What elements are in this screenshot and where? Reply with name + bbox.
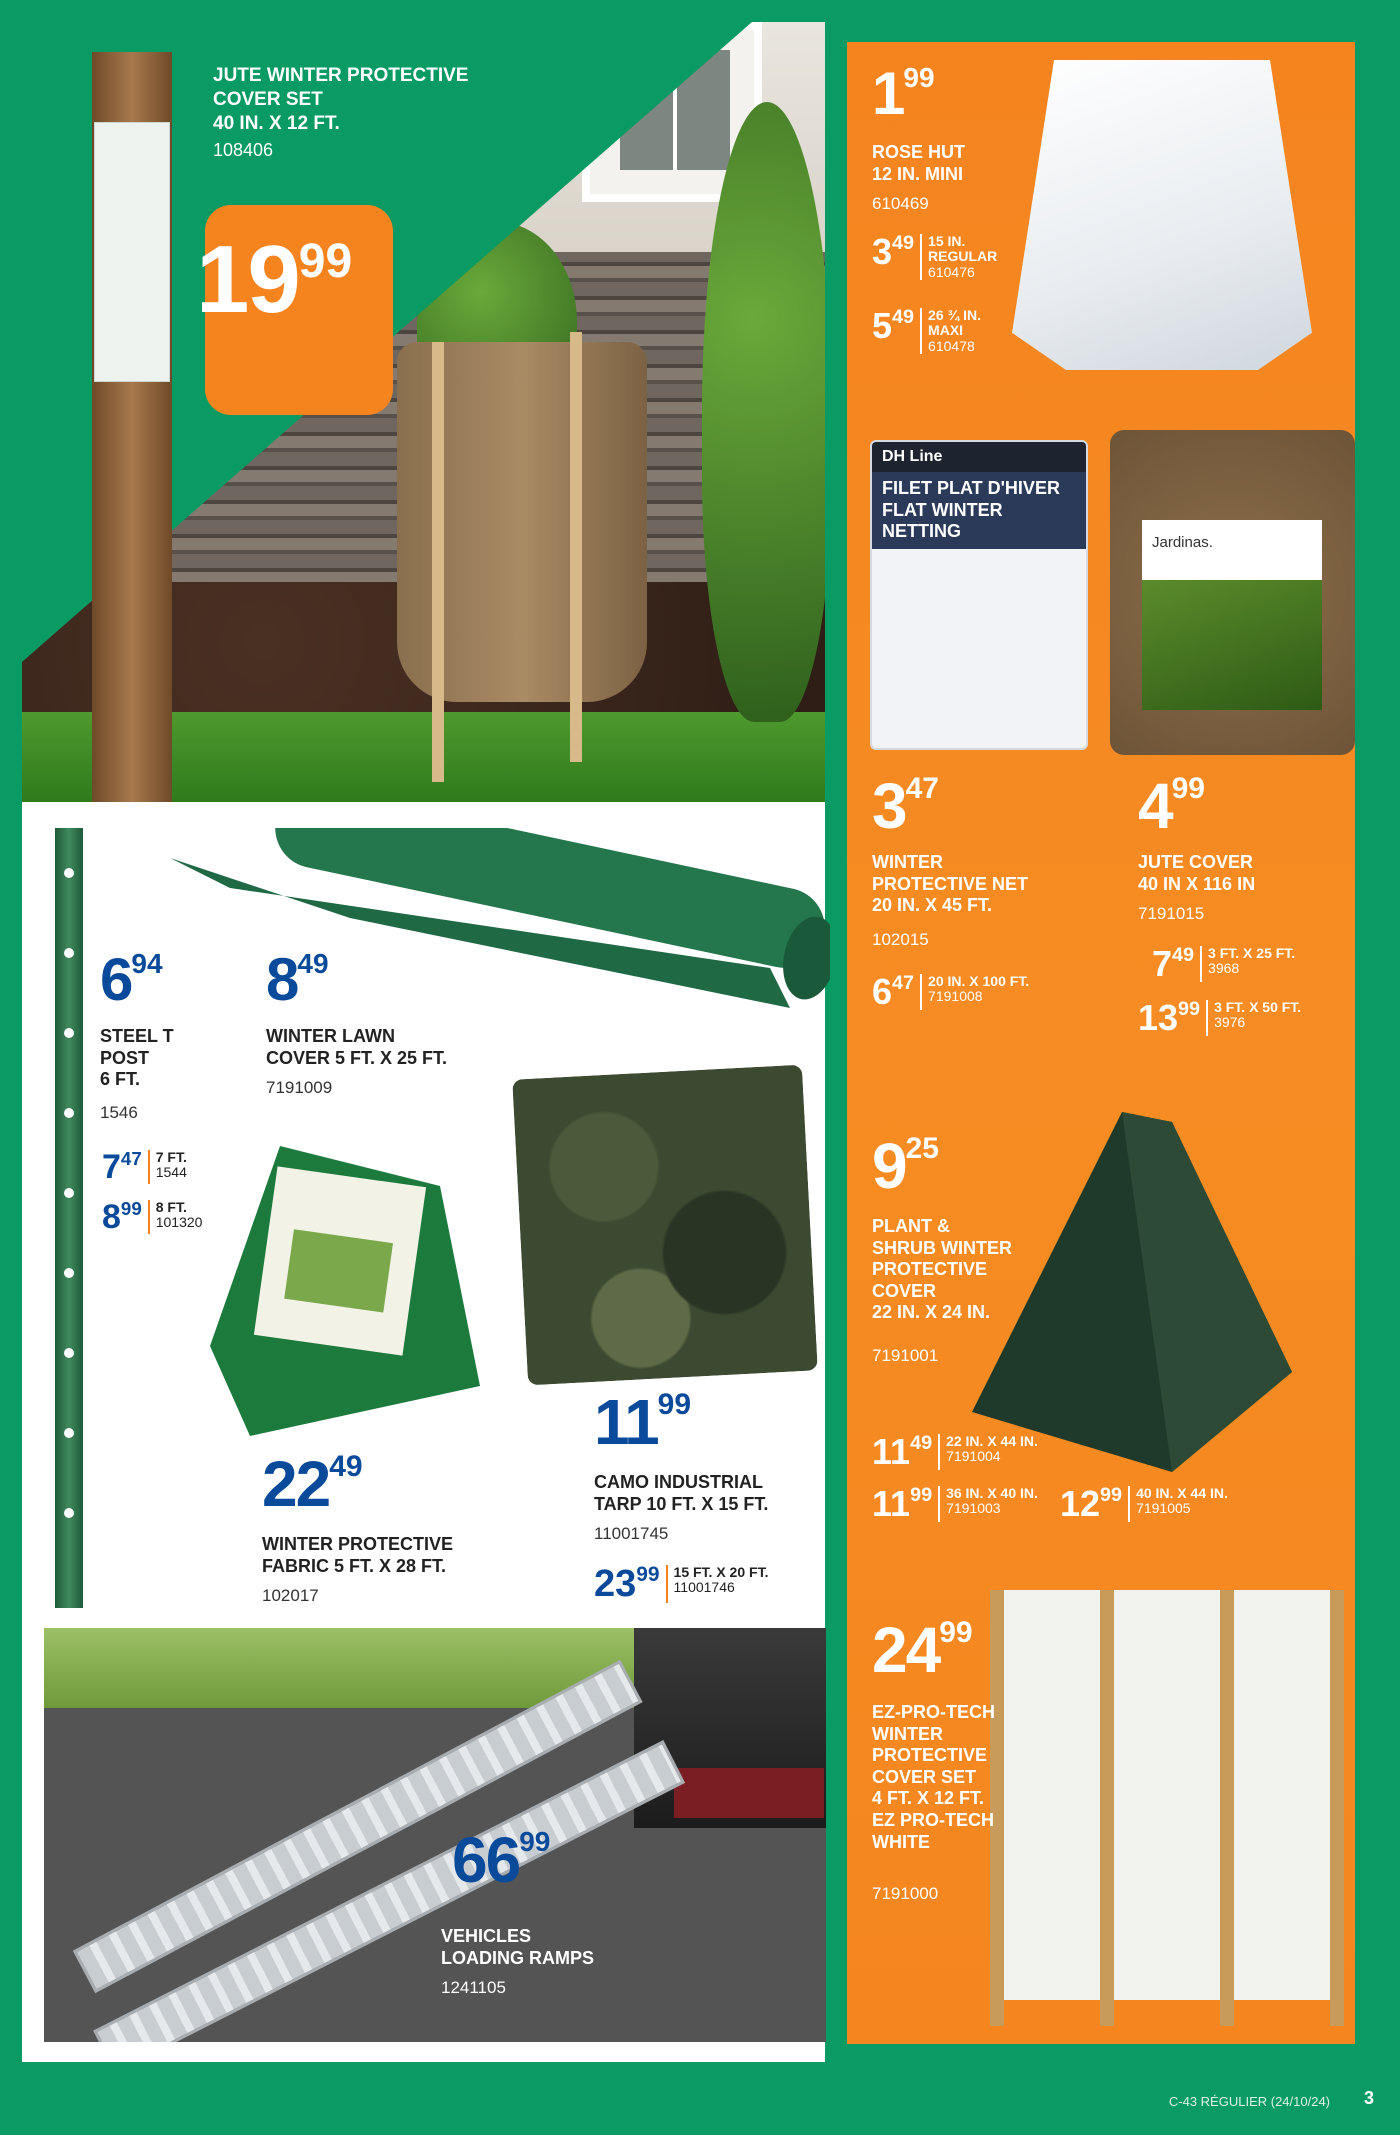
title-line: 22 IN. X 24 IN. [872, 1302, 991, 1323]
rose-hut-sku: 610469 [872, 194, 929, 213]
variant-line: 26 ¾ IN. [928, 307, 981, 323]
title-line: SHRUB WINTER [872, 1237, 1012, 1258]
title-line: TARP 10 FT. X 15 FT. [594, 1493, 769, 1514]
price-whole: 6 [100, 946, 132, 1013]
variant-cents: 49 [910, 1432, 933, 1454]
jute-cover-variant [1152, 943, 1296, 984]
price-whole: 4 [1138, 770, 1172, 842]
variant-line: 36 IN. X 40 IN. [946, 1485, 1038, 1501]
price-cents: 94 [131, 948, 163, 979]
steel-post-sku: 1546 [100, 1103, 138, 1122]
lawn-cover-sku: 7191009 [266, 1078, 333, 1097]
title-line: COVER SET [872, 1766, 977, 1787]
title-line: EZ PRO-TECH [872, 1809, 995, 1830]
title-line: FABRIC 5 FT. X 28 FT. [262, 1555, 447, 1576]
variant-cents: 99 [1100, 1484, 1123, 1506]
package-title-line: FLAT WINTER NETTING [882, 499, 1003, 542]
winter-net-sku: 102015 [872, 930, 929, 949]
variant-whole: 13 [1138, 997, 1179, 1038]
title-line: WINTER LAWN [266, 1026, 395, 1046]
hero-sku: 108406 [213, 140, 274, 160]
ez-cover-sku: 7191000 [872, 1884, 939, 1903]
winter-net-title [872, 852, 1028, 917]
rose-hut-image [1012, 60, 1312, 370]
fabric-price [262, 1448, 363, 1520]
variant-cents: 49 [892, 232, 915, 254]
shrub-cover-variant [1060, 1483, 1228, 1524]
variant-line: 20 IN. X 100 FT. [928, 973, 1030, 989]
title-line: PROTECTIVE NET [872, 873, 1029, 894]
title-line: PROTECTIVE [872, 1259, 988, 1280]
tarp-title [594, 1472, 768, 1515]
variant-whole: 3 [872, 231, 893, 272]
variant-whole: 8 [102, 1198, 121, 1236]
fabric-sku: 102017 [262, 1586, 319, 1605]
hero-jute-panel [22, 22, 825, 802]
package-title-line: FILET PLAT D'HIVER [882, 478, 1060, 498]
hero-price [196, 226, 353, 333]
price-whole: 9 [872, 1130, 906, 1202]
variant-line: 22 IN. X 44 IN. [946, 1433, 1038, 1449]
title-line: 4 FT. X 12 FT. [872, 1788, 985, 1809]
tarp-price [594, 1386, 692, 1458]
page-number: 3 [1363, 2088, 1374, 2108]
title-line: JUTE COVER [1138, 852, 1254, 872]
rose-hut-price [872, 60, 935, 127]
title-line: PROTECTIVE [872, 1745, 988, 1766]
hero-title-line: COVER SET [213, 88, 323, 110]
jute-cover-title [1138, 852, 1255, 895]
variant-whole: 7 [102, 1148, 121, 1186]
ramps-title [441, 1926, 594, 1969]
steel-post-price [100, 946, 163, 1013]
fabric-title [262, 1534, 453, 1577]
title-line: VEHICLES [441, 1926, 532, 1946]
variant-sku: 3976 [1214, 1014, 1246, 1031]
variant-whole: 11 [872, 1431, 911, 1472]
camo-tarp-image [512, 1065, 818, 1386]
variant-line: 15 FT. X 20 FT. [673, 1564, 769, 1580]
package-title [872, 472, 1086, 549]
ramps-sku: 1241105 [441, 1978, 506, 1997]
variant-whole: 6 [872, 971, 893, 1012]
shrub-cover-title [872, 1216, 1012, 1324]
variant-cents: 49 [892, 306, 915, 328]
title-line: CAMO INDUSTRIAL [594, 1472, 763, 1492]
title-line: STEEL T [100, 1026, 174, 1046]
ez-cover-title [872, 1702, 995, 1853]
ez-cover-price [872, 1614, 973, 1686]
variant-whole: 12 [1060, 1483, 1101, 1524]
variant-whole: 23 [594, 1563, 637, 1605]
price-cents: 99 [519, 1826, 551, 1857]
price-cents: 99 [1171, 772, 1205, 805]
title-line: EZ-PRO-TECH [872, 1702, 995, 1722]
package-brand: DH Line [872, 442, 1086, 472]
jute-cover-price [1138, 770, 1205, 842]
variant-line: 40 IN. X 44 IN. [1136, 1485, 1228, 1501]
title-line: 6 FT. [100, 1069, 141, 1090]
hero-title-line: JUTE WINTER PROTECTIVE [213, 65, 469, 86]
hero-title-line: 40 IN. X 12 FT. [213, 112, 340, 134]
ramps-price [452, 1824, 551, 1896]
variant-sku: 3968 [1208, 960, 1240, 977]
price-whole: 1 [872, 60, 904, 127]
price-whole: 11 [594, 1386, 658, 1458]
price-whole: 8 [266, 946, 298, 1013]
variant-sku: 1544 [155, 1164, 187, 1181]
shrub-cover-variant [872, 1483, 1038, 1524]
variant-whole: 7 [1152, 943, 1173, 984]
price-cents: 99 [657, 1388, 692, 1421]
title-line: WHITE [872, 1831, 930, 1852]
price-cents: 99 [903, 62, 935, 93]
variant-sku: 7191003 [946, 1500, 1001, 1517]
title-line: PLANT & [872, 1216, 950, 1236]
title-line: 40 IN X 116 IN [1138, 873, 1256, 894]
title-line: WINTER [872, 852, 943, 872]
shrub-cover-variant [872, 1431, 1038, 1472]
tarp-sku: 11001745 [594, 1524, 669, 1543]
ez-pro-tech-label [94, 122, 170, 382]
variant-whole: 5 [872, 305, 893, 346]
variant-sku: 7191008 [928, 988, 983, 1005]
title-line: 12 IN. MINI [872, 163, 964, 184]
steel-post-variant [102, 1150, 187, 1184]
shrub-cover-image [972, 1112, 1292, 1472]
footer-code: C-43 RÉGULIER (24/10/24) [1168, 2094, 1330, 2109]
title-line: COVER 5 FT. X 25 FT. [266, 1047, 448, 1068]
ez-cover-image [990, 1590, 1350, 2026]
winter-net-variant [872, 971, 1030, 1012]
fabric-package-image [190, 1146, 490, 1446]
tarp-variant [594, 1565, 768, 1603]
variant-sku: 610478 [928, 337, 975, 354]
price-whole: 22 [262, 1448, 330, 1520]
variant-line: 3 FT. X 25 FT. [1208, 945, 1296, 961]
price-cents: 49 [329, 1450, 363, 1483]
winter-net-package-image [870, 440, 1088, 750]
variant-cents: 49 [1172, 944, 1195, 966]
price-whole: 3 [872, 770, 906, 842]
variant-sku: 610476 [928, 263, 975, 280]
shrub-cover-price [872, 1130, 939, 1202]
steel-post-image [55, 828, 83, 1608]
variant-cents: 99 [636, 1563, 660, 1586]
variant-line: MAXI [928, 322, 964, 339]
rose-hut-title [872, 142, 965, 185]
title-line: COVER [872, 1280, 937, 1301]
title-line: LOADING RAMPS [441, 1947, 594, 1968]
steel-post-title [100, 1026, 174, 1091]
title-line: WINTER PROTECTIVE [262, 1534, 454, 1554]
variant-cents: 99 [1178, 998, 1201, 1020]
price-cents: 47 [905, 772, 939, 805]
lawn-cover-price [266, 946, 329, 1013]
variant-line: 7 FT. [155, 1149, 187, 1165]
variant-cents: 47 [892, 972, 915, 994]
title-line: ROSE HUT [872, 142, 966, 162]
price-cents: 99 [939, 1616, 973, 1649]
jute-cover-variant [1138, 997, 1302, 1038]
price-cents: 99 [298, 235, 353, 288]
price-whole: 24 [872, 1614, 940, 1686]
variant-sku: 7191005 [1136, 1500, 1191, 1517]
price-whole: 19 [196, 226, 299, 333]
variant-line: REGULAR [928, 248, 998, 265]
variant-line: 15 IN. [928, 233, 966, 249]
price-cents: 25 [905, 1132, 939, 1165]
title-line: POST [100, 1047, 150, 1068]
jute-cover-sku: 7191015 [1138, 904, 1205, 923]
variant-line: 3 FT. X 50 FT. [1214, 999, 1302, 1015]
title-line: WINTER [872, 1723, 943, 1744]
winter-net-price [872, 770, 939, 842]
variant-cents: 47 [120, 1148, 142, 1169]
jute-cover-package-image [1110, 430, 1355, 755]
steel-post-variant [102, 1200, 202, 1234]
shrub-cover-sku: 7191001 [872, 1346, 939, 1365]
package-brand: Jardinas. [1152, 534, 1213, 551]
variant-sku: 11001746 [673, 1579, 735, 1596]
variant-sku: 101320 [155, 1214, 203, 1231]
variant-whole: 11 [872, 1483, 911, 1524]
truck-body [674, 1768, 824, 1818]
ramps-panel [44, 1628, 826, 2042]
package-label [1142, 520, 1322, 710]
price-cents: 49 [297, 948, 329, 979]
rose-hut-variant [872, 231, 998, 280]
package-photo [1142, 580, 1322, 710]
variant-line: 8 FT. [155, 1199, 187, 1215]
variant-sku: 7191004 [946, 1448, 1001, 1465]
price-whole: 66 [452, 1824, 520, 1896]
title-line: 20 IN. X 45 FT. [872, 895, 993, 916]
variant-cents: 99 [120, 1198, 142, 1219]
variant-cents: 99 [910, 1484, 933, 1506]
lawn-cover-title [266, 1026, 447, 1069]
hero-title [213, 64, 468, 135]
rose-hut-variant [872, 305, 981, 354]
